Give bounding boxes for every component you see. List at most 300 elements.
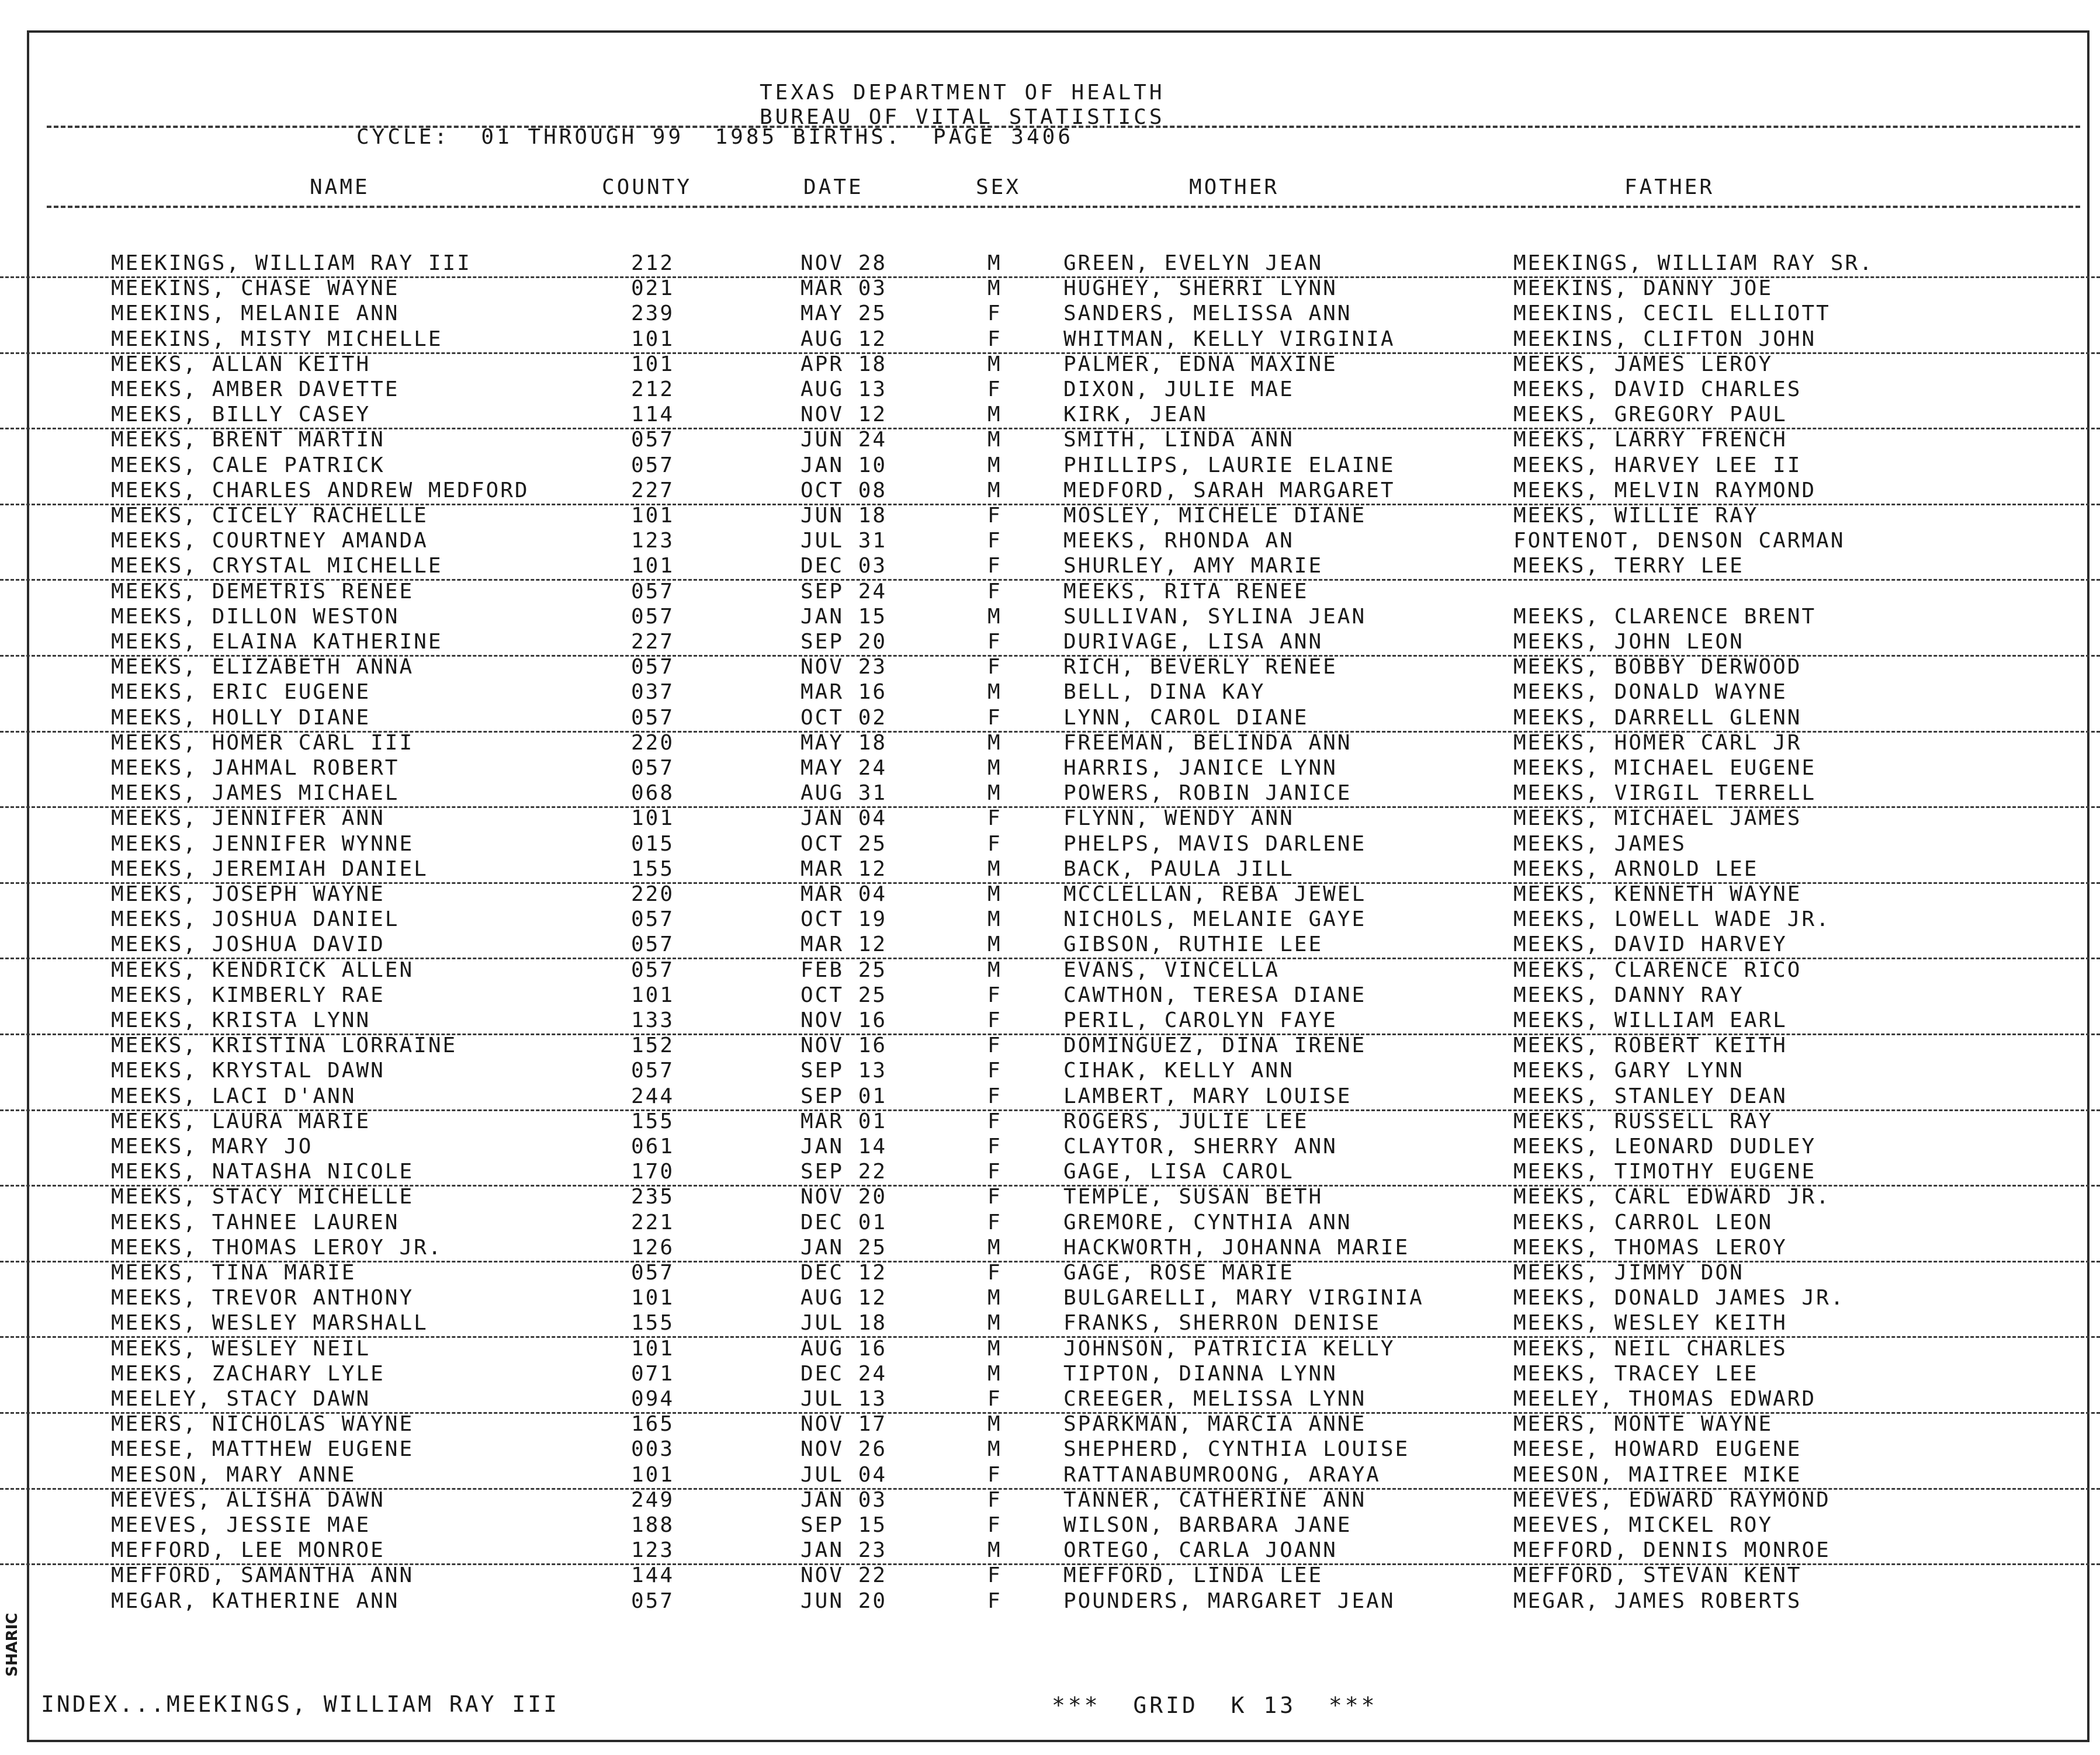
cell-county: 101: [631, 806, 675, 831]
cell-father: MEEKS, DAVID CHARLES: [1513, 377, 1802, 401]
cell-county: 155: [631, 1109, 675, 1133]
table-row: [0, 932, 2100, 959]
cell-father: MEEKS, DONALD JAMES JR.: [1513, 1286, 1845, 1310]
cell-sex: F: [987, 1462, 1002, 1487]
cell-date: NOV 17: [801, 1412, 888, 1437]
cell-date: SEP 01: [801, 1084, 888, 1108]
cell-county: 188: [631, 1513, 675, 1537]
cell-mother: DOMINGUEZ, DINA IRENE: [1063, 1033, 1367, 1058]
cell-date: JAN 23: [801, 1538, 888, 1563]
cell-date: SEP 15: [801, 1513, 888, 1537]
cell-name: MEEKS, BILLY CASEY: [111, 403, 371, 427]
cell-county: 239: [631, 301, 675, 326]
table-row: [0, 655, 2100, 680]
cell-sex: M: [987, 730, 1002, 755]
cell-sex: F: [987, 1261, 1002, 1285]
cell-mother: GREMORE, CYNTHIA ANN: [1063, 1210, 1352, 1234]
cell-name: MEEKS, JOSHUA DAVID: [111, 932, 385, 957]
cell-name: MEEKS, AMBER DAVETTE: [111, 377, 400, 401]
cell-name: MEEKS, STACY MICHELLE: [111, 1185, 414, 1209]
cell-county: 094: [631, 1387, 675, 1411]
cell-mother: LAMBERT, MARY LOUISE: [1063, 1084, 1352, 1108]
cell-mother: MOSLEY, MICHELE DIANE: [1063, 504, 1367, 528]
cell-father: MEEKS, JAMES: [1513, 831, 1687, 856]
cell-mother: WHITMAN, KELLY VIRGINIA: [1063, 327, 1395, 351]
cell-sex: F: [987, 579, 1002, 604]
cell-name: MEEKS, KRYSTAL DAWN: [111, 1059, 385, 1083]
cell-mother: KIRK, JEAN: [1063, 403, 1208, 427]
cell-name: MEEKS, JOSEPH WAYNE: [111, 882, 385, 906]
cell-father: FONTENOT, DENSON CARMAN: [1513, 529, 1845, 553]
cell-date: MAR 01: [801, 1109, 888, 1133]
cell-date: DEC 03: [801, 554, 888, 578]
cell-father: MEEKINS, CLIFTON JOHN: [1513, 327, 1817, 351]
table-row: [0, 1286, 2100, 1311]
cell-date: AUG 12: [801, 327, 888, 351]
cell-father: MEFFORD, STEVAN KENT: [1513, 1563, 1802, 1588]
cell-mother: PERIL, CAROLYN FAYE: [1063, 1008, 1337, 1032]
cell-name: MEEKS, TAHNEE LAUREN: [111, 1210, 400, 1234]
cell-sex: F: [987, 831, 1002, 856]
cell-mother: HUGHEY, SHERRI LYNN: [1063, 276, 1337, 301]
cell-name: MEERS, NICHOLAS WAYNE: [111, 1412, 414, 1437]
cell-name: MEEKS, JENNIFER ANN: [111, 806, 385, 831]
cell-sex: M: [987, 1412, 1002, 1437]
cell-county: 057: [631, 428, 675, 452]
cell-father: MEEKS, WESLEY KEITH: [1513, 1311, 1787, 1336]
cell-date: MAR 16: [801, 680, 888, 705]
cell-sex: F: [987, 1210, 1002, 1234]
cell-county: 165: [631, 1412, 675, 1437]
table-row: [0, 1059, 2100, 1084]
cell-name: MEEKS, CHARLES ANDREW MEDFORD: [111, 478, 529, 502]
cell-name: MEEKS, KIMBERLY RAE: [111, 983, 385, 1007]
table-row: [0, 276, 2100, 301]
table-row: [0, 983, 2100, 1008]
cell-sex: M: [987, 352, 1002, 376]
cell-date: JAN 15: [801, 604, 888, 629]
cell-mother: MEEKS, RITA RENEE: [1063, 579, 1309, 604]
cell-father: MEEKS, BOBBY DERWOOD: [1513, 655, 1802, 679]
table-row: [0, 857, 2100, 884]
cell-sex: F: [987, 504, 1002, 528]
cell-father: MEEKS, DARRELL GLENN: [1513, 705, 1802, 730]
cell-county: 155: [631, 1311, 675, 1336]
table-row: [0, 706, 2100, 733]
table-row: [0, 907, 2100, 932]
cell-name: MEEKS, JAHMAL ROBERT: [111, 756, 400, 780]
cell-mother: POWERS, ROBIN JANICE: [1063, 781, 1352, 806]
cell-county: 057: [631, 604, 675, 629]
cell-father: MEFFORD, DENNIS MONROE: [1513, 1538, 1831, 1563]
cell-county: 227: [631, 630, 675, 654]
cell-mother: NICHOLS, MELANIE GAYE: [1063, 907, 1367, 932]
cell-sex: M: [987, 781, 1002, 806]
cell-county: 101: [631, 1286, 675, 1310]
table-row: [0, 605, 2100, 630]
cell-father: MEEKS, RUSSELL RAY: [1513, 1109, 1773, 1133]
cell-name: MEEKS, DILLON WESTON: [111, 604, 400, 629]
cell-county: 123: [631, 529, 675, 553]
cell-date: NOV 26: [801, 1437, 888, 1462]
column-header-date: DATE: [803, 175, 864, 199]
cell-father: MEEKS, MICHAEL EUGENE: [1513, 756, 1817, 780]
cell-sex: F: [987, 1387, 1002, 1411]
footer-index: INDEX...MEEKINGS, WILLIAM RAY III: [41, 1691, 559, 1717]
cell-sex: M: [987, 756, 1002, 780]
cell-date: OCT 02: [801, 705, 888, 730]
cell-sex: F: [987, 1487, 1002, 1512]
cell-father: MEEKS, ARNOLD LEE: [1513, 856, 1759, 881]
table-row: [0, 580, 2100, 605]
cell-date: NOV 12: [801, 403, 888, 427]
cell-county: 114: [631, 403, 675, 427]
cell-county: 170: [631, 1160, 675, 1184]
cell-county: 144: [631, 1563, 675, 1588]
cell-date: SEP 20: [801, 630, 888, 654]
cell-county: 057: [631, 958, 675, 982]
cell-date: OCT 25: [801, 983, 888, 1007]
cell-mother: TANNER, CATHERINE ANN: [1063, 1487, 1367, 1512]
cell-father: MEGAR, JAMES ROBERTS: [1513, 1588, 1802, 1613]
cell-county: 057: [631, 655, 675, 679]
cell-name: MEEKS, ZACHARY LYLE: [111, 1361, 385, 1386]
cell-county: 227: [631, 478, 675, 502]
table-row: [0, 1488, 2100, 1513]
cell-father: MEEVES, MICKEL ROY: [1513, 1513, 1773, 1537]
cell-mother: RICH, BEVERLY RENEE: [1063, 655, 1337, 679]
cell-sex: M: [987, 680, 1002, 705]
cell-name: MEEKS, CALE PATRICK: [111, 453, 385, 477]
table-row: [0, 1437, 2100, 1462]
cell-name: MEEKS, KRISTA LYNN: [111, 1008, 371, 1032]
cell-date: APR 18: [801, 352, 888, 376]
table-row: [0, 504, 2100, 529]
cell-name: MEEKS, JOSHUA DANIEL: [111, 907, 400, 932]
cell-sex: M: [987, 1437, 1002, 1462]
cell-county: 152: [631, 1033, 675, 1058]
cell-father: MEEKS, WILLIE RAY: [1513, 504, 1759, 528]
cell-sex: F: [987, 1033, 1002, 1058]
cell-sex: M: [987, 478, 1002, 502]
table-row: [0, 1135, 2100, 1160]
cell-sex: M: [987, 428, 1002, 452]
cell-father: MEEKS, CARL EDWARD JR.: [1513, 1185, 1831, 1209]
cell-name: MEEKINS, CHASE WAYNE: [111, 276, 400, 301]
cell-name: MEEKS, JENNIFER WYNNE: [111, 831, 414, 856]
cell-father: MEEKS, DANNY RAY: [1513, 983, 1744, 1007]
table-row: [0, 1563, 2100, 1588]
cell-county: 101: [631, 983, 675, 1007]
cell-date: AUG 13: [801, 377, 888, 401]
cell-county: 133: [631, 1008, 675, 1032]
cell-father: MEEKS, CLARENCE BRENT: [1513, 604, 1817, 629]
table-row: [0, 301, 2100, 327]
department-title: TEXAS DEPARTMENT OF HEALTH: [760, 81, 1165, 105]
cell-mother: TEMPLE, SUSAN BETH: [1063, 1185, 1323, 1209]
cell-sex: M: [987, 251, 1002, 275]
cell-county: 057: [631, 579, 675, 604]
cell-father: MEEKS, STANLEY DEAN: [1513, 1084, 1787, 1108]
cell-county: 220: [631, 882, 675, 906]
cell-sex: M: [987, 1361, 1002, 1386]
cell-mother: ORTEGO, CARLA JOANN: [1063, 1538, 1337, 1563]
cell-date: MAY 24: [801, 756, 888, 780]
table-row: [0, 1538, 2100, 1565]
cell-date: DEC 12: [801, 1261, 888, 1285]
cycle-line: CYCLE: 01 THROUGH 99 1985 BIRTHS. PAGE 3406: [356, 125, 1073, 149]
cell-sex: F: [987, 327, 1002, 351]
cell-county: 123: [631, 1538, 675, 1563]
cell-mother: CLAYTOR, SHERRY ANN: [1063, 1135, 1337, 1159]
cell-father: MEEKS, KENNETH WAYNE: [1513, 882, 1802, 906]
cell-date: SEP 13: [801, 1059, 888, 1083]
cell-mother: GIBSON, RUTHIE LEE: [1063, 932, 1323, 957]
cell-name: MEEKS, JEREMIAH DANIEL: [111, 856, 428, 881]
cell-name: MEEKS, WESLEY MARSHALL: [111, 1311, 428, 1336]
cell-county: 101: [631, 554, 675, 578]
cell-date: AUG 16: [801, 1336, 888, 1361]
cell-mother: PALMER, EDNA MAXINE: [1063, 352, 1337, 376]
table-row: [0, 1211, 2100, 1236]
cell-father: MEEKS, LEONARD DUDLEY: [1513, 1135, 1817, 1159]
cell-mother: MEDFORD, SARAH MARGARET: [1063, 478, 1395, 502]
cell-county: 101: [631, 352, 675, 376]
cell-date: JUN 20: [801, 1588, 888, 1613]
cell-date: OCT 08: [801, 478, 888, 502]
column-header-county: COUNTY: [602, 175, 692, 199]
cell-date: JUL 18: [801, 1311, 888, 1336]
cell-name: MEESE, MATTHEW EUGENE: [111, 1437, 414, 1462]
cell-county: 057: [631, 907, 675, 932]
cell-county: 101: [631, 1336, 675, 1361]
cell-mother: EVANS, VINCELLA: [1063, 958, 1280, 982]
cell-father: MEEKS, JAMES LEROY: [1513, 352, 1773, 376]
table-row: [0, 377, 2100, 403]
cell-sex: M: [987, 604, 1002, 629]
cell-mother: HACKWORTH, JOHANNA MARIE: [1063, 1235, 1410, 1260]
cell-sex: M: [987, 932, 1002, 957]
cell-sex: F: [987, 554, 1002, 578]
cell-sex: M: [987, 403, 1002, 427]
cell-father: MEEKS, THOMAS LEROY: [1513, 1235, 1787, 1260]
cell-sex: M: [987, 958, 1002, 982]
cell-date: NOV 16: [801, 1008, 888, 1032]
cell-date: FEB 25: [801, 958, 888, 982]
cell-mother: WILSON, BARBARA JANE: [1063, 1513, 1352, 1537]
cell-date: MAR 12: [801, 932, 888, 957]
cell-county: 061: [631, 1135, 675, 1159]
cell-father: MEEKS, MICHAEL JAMES: [1513, 806, 1802, 831]
cell-sex: F: [987, 377, 1002, 401]
cell-date: SEP 24: [801, 579, 888, 604]
cell-father: MEEKS, HARVEY LEE II: [1513, 453, 1802, 477]
cell-date: NOV 22: [801, 1563, 888, 1588]
cell-date: NOV 16: [801, 1033, 888, 1058]
cell-father: MEEKS, DONALD WAYNE: [1513, 680, 1787, 705]
table-row: [0, 781, 2100, 808]
table-row: [0, 453, 2100, 478]
cell-sex: F: [987, 1563, 1002, 1588]
cell-sex: M: [987, 1235, 1002, 1260]
cell-mother: CIHAK, KELLY ANN: [1063, 1059, 1294, 1083]
cell-father: MEEKS, CLARENCE RICO: [1513, 958, 1802, 982]
cell-father: MEEKS, JOHN LEON: [1513, 630, 1744, 654]
cell-name: MEEKS, MARY JO: [111, 1135, 313, 1159]
cell-name: MEFFORD, SAMANTHA ANN: [111, 1563, 414, 1588]
cell-mother: TIPTON, DIANNA LYNN: [1063, 1361, 1337, 1386]
cell-mother: SANDERS, MELISSA ANN: [1063, 301, 1352, 326]
cell-father: MEEKS, LARRY FRENCH: [1513, 428, 1787, 452]
cell-mother: GAGE, LISA CAROL: [1063, 1160, 1294, 1184]
table-row: [0, 1337, 2100, 1362]
cell-mother: FLYNN, WENDY ANN: [1063, 806, 1294, 831]
cell-county: 126: [631, 1235, 675, 1260]
cell-name: MEEKINS, MELANIE ANN: [111, 301, 400, 326]
cell-mother: GAGE, ROSE MARIE: [1063, 1261, 1294, 1285]
cell-date: JAN 03: [801, 1487, 888, 1512]
cell-father: MEEKS, NEIL CHARLES: [1513, 1336, 1787, 1361]
cell-name: MEEKS, WESLEY NEIL: [111, 1336, 371, 1361]
cell-date: MAY 18: [801, 730, 888, 755]
cell-county: 015: [631, 831, 675, 856]
cell-county: 249: [631, 1487, 675, 1512]
cell-name: MEEKS, CRYSTAL MICHELLE: [111, 554, 443, 578]
cell-mother: SHURLEY, AMY MARIE: [1063, 554, 1323, 578]
cell-date: JUL 04: [801, 1462, 888, 1487]
cell-mother: BULGARELLI, MARY VIRGINIA: [1063, 1286, 1424, 1310]
table-row: [0, 1109, 2100, 1135]
cell-county: 057: [631, 932, 675, 957]
cell-date: OCT 19: [801, 907, 888, 932]
cell-father: MEEKS, TERRY LEE: [1513, 554, 1744, 578]
cell-date: JAN 10: [801, 453, 888, 477]
column-header-father: FATHER: [1624, 175, 1715, 199]
table-row: [0, 806, 2100, 831]
cell-name: MEEKS, DEMETRIS RENEE: [111, 579, 414, 604]
table-row: [0, 756, 2100, 781]
cell-name: MEEKINGS, WILLIAM RAY III: [111, 251, 472, 275]
cell-date: NOV 23: [801, 655, 888, 679]
cell-date: JUL 13: [801, 1387, 888, 1411]
cell-mother: SMITH, LINDA ANN: [1063, 428, 1294, 452]
cell-date: MAR 04: [801, 882, 888, 906]
cell-father: MEEKS, MELVIN RAYMOND: [1513, 478, 1817, 502]
cell-sex: F: [987, 1084, 1002, 1108]
cell-sex: F: [987, 655, 1002, 679]
cell-date: JUN 18: [801, 504, 888, 528]
cell-date: DEC 24: [801, 1361, 888, 1386]
cell-sex: F: [987, 301, 1002, 326]
cell-father: MEEKS, JIMMY DON: [1513, 1261, 1744, 1285]
cell-county: 003: [631, 1437, 675, 1462]
cell-date: JAN 14: [801, 1135, 888, 1159]
cell-father: MEESON, MAITREE MIKE: [1513, 1462, 1802, 1487]
cell-date: AUG 12: [801, 1286, 888, 1310]
cell-name: MEEKS, ELIZABETH ANNA: [111, 655, 414, 679]
cell-date: MAY 25: [801, 301, 888, 326]
cell-father: MEESE, HOWARD EUGENE: [1513, 1437, 1802, 1462]
cell-father: MEEKS, VIRGIL TERRELL: [1513, 781, 1817, 806]
cell-county: 101: [631, 1462, 675, 1487]
cell-county: 037: [631, 680, 675, 705]
cell-sex: M: [987, 882, 1002, 906]
column-header-sex: SEX: [976, 175, 1021, 199]
cell-name: MEELEY, STACY DAWN: [111, 1387, 371, 1411]
cell-name: MEEKS, JAMES MICHAEL: [111, 781, 400, 806]
cell-father: MEEKS, DAVID HARVEY: [1513, 932, 1787, 957]
cell-name: MEEKS, LAURA MARIE: [111, 1109, 371, 1133]
cell-county: 057: [631, 1261, 675, 1285]
table-row: [0, 1513, 2100, 1538]
column-header-mother: MOTHER: [1189, 175, 1280, 199]
table-row: [0, 958, 2100, 983]
cell-mother: SHEPHERD, CYNTHIA LOUISE: [1063, 1437, 1410, 1462]
table-row: [0, 1387, 2100, 1414]
cell-mother: PHELPS, MAVIS DARLENE: [1063, 831, 1367, 856]
cell-county: 155: [631, 856, 675, 881]
cell-mother: ROGERS, JULIE LEE: [1063, 1109, 1309, 1133]
cell-name: MEESON, MARY ANNE: [111, 1462, 356, 1487]
table-row: [0, 327, 2100, 354]
table-row: [0, 1008, 2100, 1035]
cell-sex: M: [987, 856, 1002, 881]
cell-date: JAN 04: [801, 806, 888, 831]
cell-sex: F: [987, 1160, 1002, 1184]
cell-sex: F: [987, 806, 1002, 831]
cell-sex: F: [987, 1109, 1002, 1133]
cell-father: MEEKS, CARROL LEON: [1513, 1210, 1773, 1234]
cell-sex: F: [987, 529, 1002, 553]
table-row: [0, 1261, 2100, 1286]
cell-name: MEEVES, ALISHA DAWN: [111, 1487, 385, 1512]
cell-county: 101: [631, 327, 675, 351]
cell-mother: CREEGER, MELISSA LYNN: [1063, 1387, 1367, 1411]
cell-county: 101: [631, 504, 675, 528]
table-row: [0, 731, 2100, 756]
table-row: [0, 1311, 2100, 1338]
table-row: [0, 1589, 2100, 1614]
cell-name: MEEVES, JESSIE MAE: [111, 1513, 371, 1537]
table-row: [0, 403, 2100, 429]
cell-sex: F: [987, 1185, 1002, 1209]
cell-mother: FREEMAN, BELINDA ANN: [1063, 730, 1352, 755]
footer-grid: *** GRID K 13 ***: [1052, 1692, 1378, 1718]
cell-county: 021: [631, 276, 675, 301]
cell-sex: M: [987, 1311, 1002, 1336]
cell-sex: F: [987, 705, 1002, 730]
cell-mother: HARRIS, JANICE LYNN: [1063, 756, 1337, 780]
cell-county: 220: [631, 730, 675, 755]
cell-county: 057: [631, 453, 675, 477]
cell-name: MEEKS, ELAINA KATHERINE: [111, 630, 443, 654]
cell-name: MEEKS, HOLLY DIANE: [111, 705, 371, 730]
cell-sex: M: [987, 453, 1002, 477]
cell-sex: F: [987, 630, 1002, 654]
cell-mother: MEEKS, RHONDA AN: [1063, 529, 1294, 553]
cell-date: OCT 25: [801, 831, 888, 856]
cell-county: 244: [631, 1084, 675, 1108]
table-row: [0, 251, 2100, 278]
cell-name: MEEKINS, MISTY MICHELLE: [111, 327, 443, 351]
cell-mother: DIXON, JULIE MAE: [1063, 377, 1294, 401]
table-row: [0, 554, 2100, 581]
table-row: [0, 529, 2100, 554]
cell-mother: SULLIVAN, SYLINA JEAN: [1063, 604, 1367, 629]
cell-sex: F: [987, 1135, 1002, 1159]
cell-mother: BELL, DINA KAY: [1063, 680, 1266, 705]
table-row: [0, 352, 2100, 377]
